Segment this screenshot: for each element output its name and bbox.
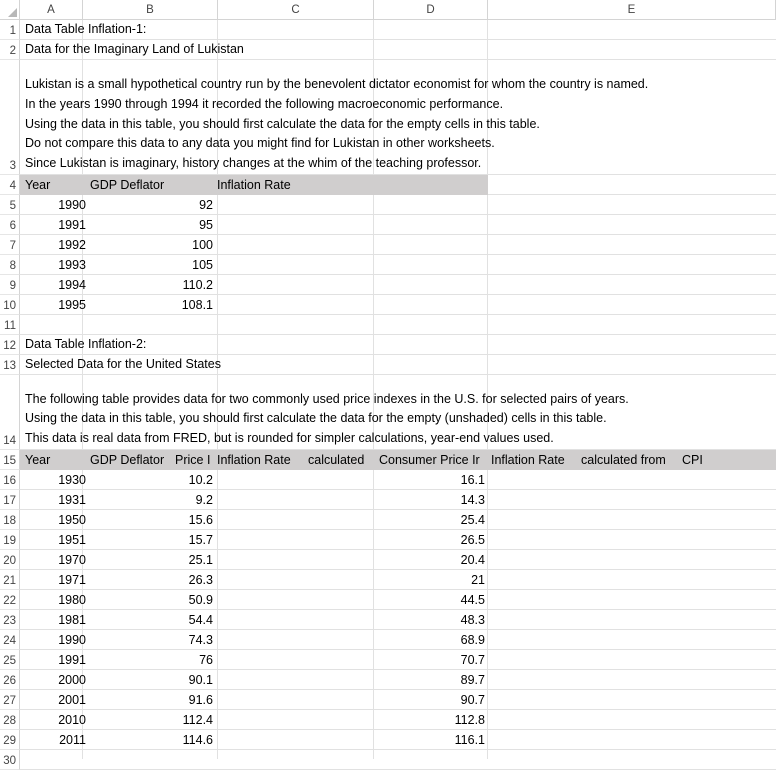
- year-cell[interactable]: 1971: [58, 573, 86, 587]
- gdp-deflator-cell[interactable]: 76: [199, 653, 213, 667]
- row-number: 20: [3, 555, 16, 567]
- row-header[interactable]: [0, 750, 20, 770]
- year-cell[interactable]: 1991: [58, 218, 86, 232]
- row-number: 4: [9, 180, 16, 192]
- cell-a1[interactable]: [20, 20, 760, 40]
- row-number: 29: [3, 735, 16, 747]
- cpi-cell[interactable]: 68.9: [460, 633, 485, 647]
- row-number: 19: [3, 535, 16, 547]
- table2-header-gdp-deflator[interactable]: GDP Deflator: [90, 453, 165, 467]
- row-header[interactable]: [0, 195, 20, 215]
- column-header-a[interactable]: A: [20, 0, 83, 20]
- table2-header-price-index[interactable]: Price I: [175, 453, 211, 467]
- year-cell[interactable]: 2000: [58, 673, 86, 687]
- text-line: Since Lukistan is imaginary, history changes at the whim of the teaching professor.: [25, 156, 482, 171]
- table2-header-year[interactable]: Year: [25, 453, 51, 467]
- cpi-cell[interactable]: 70.7: [460, 653, 485, 667]
- row-number: 24: [3, 635, 16, 647]
- row-header[interactable]: [0, 470, 20, 490]
- cell-a2[interactable]: [20, 40, 760, 60]
- table2-header-calculated-from[interactable]: calculated from: [581, 453, 666, 467]
- gdp-deflator-cell[interactable]: 92: [199, 198, 213, 212]
- cell-a13-text: Selected Data for the United States: [25, 357, 221, 372]
- row-number: 22: [3, 595, 16, 607]
- table-row: [20, 750, 776, 770]
- row-number: 18: [3, 515, 16, 527]
- row-header[interactable]: [0, 40, 20, 60]
- gdp-deflator-cell[interactable]: 10.2: [188, 473, 213, 487]
- gdp-deflator-cell[interactable]: 15.7: [188, 533, 213, 547]
- year-cell[interactable]: 1951: [58, 533, 86, 547]
- cpi-cell[interactable]: 116.1: [454, 733, 485, 747]
- year-cell[interactable]: 2001: [58, 693, 86, 707]
- cell-a13[interactable]: [20, 355, 760, 375]
- row-header[interactable]: [0, 710, 20, 730]
- row-number: 30: [3, 755, 16, 767]
- row-number: 23: [3, 615, 16, 627]
- table2-header-inflation-rate-cpi[interactable]: Inflation Rate: [491, 453, 565, 467]
- row-header[interactable]: [0, 590, 20, 610]
- row-header[interactable]: [0, 255, 20, 275]
- cell-a2-text: Data for the Imaginary Land of Lukistan: [25, 42, 244, 57]
- column-header-e[interactable]: E: [488, 0, 776, 20]
- row-header[interactable]: [0, 450, 20, 470]
- gdp-deflator-cell[interactable]: 91.6: [188, 693, 213, 707]
- text-line: Lukistan is a small hypothetical country run by the benevolent dictator economist for whom the country is named.: [25, 77, 649, 92]
- row-number: 11: [4, 320, 16, 332]
- cell-a12-text: Data Table Inflation-2:: [25, 337, 147, 352]
- cpi-cell[interactable]: 44.5: [460, 593, 485, 607]
- table2-header-inflation-rate[interactable]: Inflation Rate: [217, 453, 291, 467]
- text-line: Do not compare this data to any data you might find for Lukistan in other worksheets.: [25, 136, 495, 151]
- row-number: 10: [3, 300, 16, 312]
- row-number: 2: [9, 45, 16, 57]
- text-line: In the years 1990 through 1994 it recorded the following macroeconomic performance.: [25, 96, 504, 111]
- gdp-deflator-cell[interactable]: 100: [192, 238, 213, 252]
- row-number: 28: [3, 715, 16, 727]
- text-line: Using the data in this table, you should first calculate the data for the empty cells in this table.: [25, 116, 540, 131]
- cpi-cell[interactable]: 16.1: [460, 473, 485, 487]
- row-header[interactable]: [0, 550, 20, 570]
- year-cell[interactable]: 1980: [58, 593, 86, 607]
- cell-a1-text: Data Table Inflation-1:: [25, 22, 147, 37]
- row-number: 27: [3, 695, 16, 707]
- table-row: [20, 315, 776, 335]
- cell-a14[interactable]: [20, 375, 770, 450]
- row-header[interactable]: [0, 510, 20, 530]
- table1-header-year[interactable]: Year: [25, 178, 51, 192]
- row-number: 14: [3, 435, 16, 447]
- text-line: The following table provides data for two commonly used price indexes in the U.S. for selected pairs of years.: [25, 391, 629, 406]
- cpi-cell[interactable]: 21: [471, 573, 485, 587]
- year-cell[interactable]: 1931: [58, 493, 86, 507]
- gdp-deflator-cell[interactable]: 25.1: [188, 553, 213, 567]
- year-cell[interactable]: 1990: [58, 198, 86, 212]
- year-cell[interactable]: 2010: [58, 713, 86, 727]
- row-number: 26: [3, 675, 16, 687]
- row-number: 15: [3, 455, 16, 467]
- cpi-cell[interactable]: 26.5: [460, 533, 485, 547]
- year-cell[interactable]: 1992: [58, 238, 86, 252]
- cpi-cell[interactable]: 112.8: [454, 713, 485, 727]
- table1-header-gdp-deflator[interactable]: GDP Deflator: [90, 178, 165, 192]
- row-number: 25: [3, 655, 16, 667]
- row-number: 21: [3, 575, 16, 587]
- gdp-deflator-cell[interactable]: 90.1: [188, 673, 213, 687]
- cell-a14-text: [25, 390, 629, 449]
- cpi-cell[interactable]: 20.4: [460, 553, 485, 567]
- year-cell[interactable]: 1993: [58, 258, 86, 272]
- gdp-deflator-cell[interactable]: 95: [199, 218, 213, 232]
- row-header[interactable]: [0, 275, 20, 295]
- row-number: 3: [9, 160, 16, 172]
- gdp-deflator-cell[interactable]: 105: [192, 258, 213, 272]
- row-header[interactable]: [0, 215, 20, 235]
- gdp-deflator-cell[interactable]: 74.3: [188, 633, 213, 647]
- row-number: 16: [3, 475, 16, 487]
- gdp-deflator-cell[interactable]: 112.4: [182, 713, 213, 727]
- cpi-cell[interactable]: 90.7: [460, 693, 485, 707]
- year-cell[interactable]: 1970: [58, 553, 86, 567]
- row-header[interactable]: [0, 670, 20, 690]
- year-cell[interactable]: 2011: [59, 733, 86, 747]
- text-line: This data is real data from FRED, but is rounded for simpler calculations, year-end values used.: [25, 431, 554, 446]
- gdp-deflator-cell[interactable]: 50.9: [188, 593, 213, 607]
- year-cell[interactable]: 1981: [58, 613, 86, 627]
- row-header[interactable]: [0, 375, 20, 450]
- row-header[interactable]: [0, 355, 20, 375]
- cpi-cell[interactable]: 14.3: [460, 493, 485, 507]
- year-cell[interactable]: 1990: [58, 633, 86, 647]
- row-header[interactable]: [0, 570, 20, 590]
- row-header[interactable]: [0, 20, 20, 40]
- row-header[interactable]: [0, 175, 20, 195]
- row-header[interactable]: [0, 650, 20, 670]
- cpi-cell[interactable]: 89.7: [460, 673, 485, 687]
- column-header-d[interactable]: D: [374, 0, 488, 20]
- row-header[interactable]: [0, 315, 20, 335]
- gdp-deflator-cell[interactable]: 114.6: [182, 733, 213, 747]
- row-number: 17: [3, 495, 16, 507]
- row-header[interactable]: [0, 490, 20, 510]
- column-header-b[interactable]: B: [83, 0, 218, 20]
- year-cell[interactable]: 1991: [58, 653, 86, 667]
- cell-a3-text: [25, 75, 648, 174]
- row-number: 8: [9, 260, 16, 272]
- cell-a12[interactable]: [20, 335, 760, 355]
- row-header[interactable]: [0, 630, 20, 650]
- table2-header-cpi[interactable]: Consumer Price Ir: [379, 453, 480, 467]
- gdp-deflator-cell[interactable]: 54.4: [188, 613, 213, 627]
- gdp-deflator-cell[interactable]: 26.3: [188, 573, 213, 587]
- gdp-deflator-cell[interactable]: 9.2: [195, 493, 213, 507]
- table2-header-cpi-label[interactable]: CPI: [682, 453, 703, 467]
- year-cell[interactable]: 1995: [58, 298, 86, 312]
- year-cell[interactable]: 1930: [58, 473, 86, 487]
- row-header[interactable]: [0, 235, 20, 255]
- table2-header-calculated[interactable]: calculated: [308, 453, 365, 467]
- year-cell[interactable]: 1950: [58, 513, 86, 527]
- cpi-cell[interactable]: 25.4: [460, 513, 485, 527]
- text-line: Using the data in this table, you should first calculate the data for the empty (unshaded) cells in this table.: [25, 411, 607, 426]
- row-number: 6: [9, 220, 16, 232]
- column-header-c[interactable]: C: [218, 0, 374, 20]
- year-cell[interactable]: 1994: [58, 278, 86, 292]
- row-number: 5: [9, 200, 16, 212]
- row-header[interactable]: [0, 295, 20, 315]
- column-header-bar: [0, 0, 776, 20]
- row-header[interactable]: [0, 335, 20, 355]
- gdp-deflator-cell[interactable]: 15.6: [188, 513, 213, 527]
- row-header[interactable]: [0, 60, 20, 175]
- cell-a3[interactable]: [20, 60, 770, 175]
- row-number: 1: [9, 25, 16, 37]
- row-number: 7: [9, 240, 16, 252]
- row-number: 12: [3, 340, 16, 352]
- row-number: 13: [3, 360, 16, 372]
- row-header[interactable]: [0, 690, 20, 710]
- row-header[interactable]: [0, 530, 20, 550]
- gdp-deflator-cell[interactable]: 108.1: [181, 298, 213, 312]
- table1-header-inflation-rate[interactable]: Inflation Rate: [217, 178, 291, 192]
- row-header[interactable]: [0, 730, 20, 750]
- row-header[interactable]: [0, 610, 20, 630]
- cpi-cell[interactable]: 48.3: [460, 613, 485, 627]
- row-number: 9: [9, 280, 16, 292]
- select-all-button[interactable]: [0, 0, 20, 20]
- gdp-deflator-cell[interactable]: 110.2: [182, 278, 213, 292]
